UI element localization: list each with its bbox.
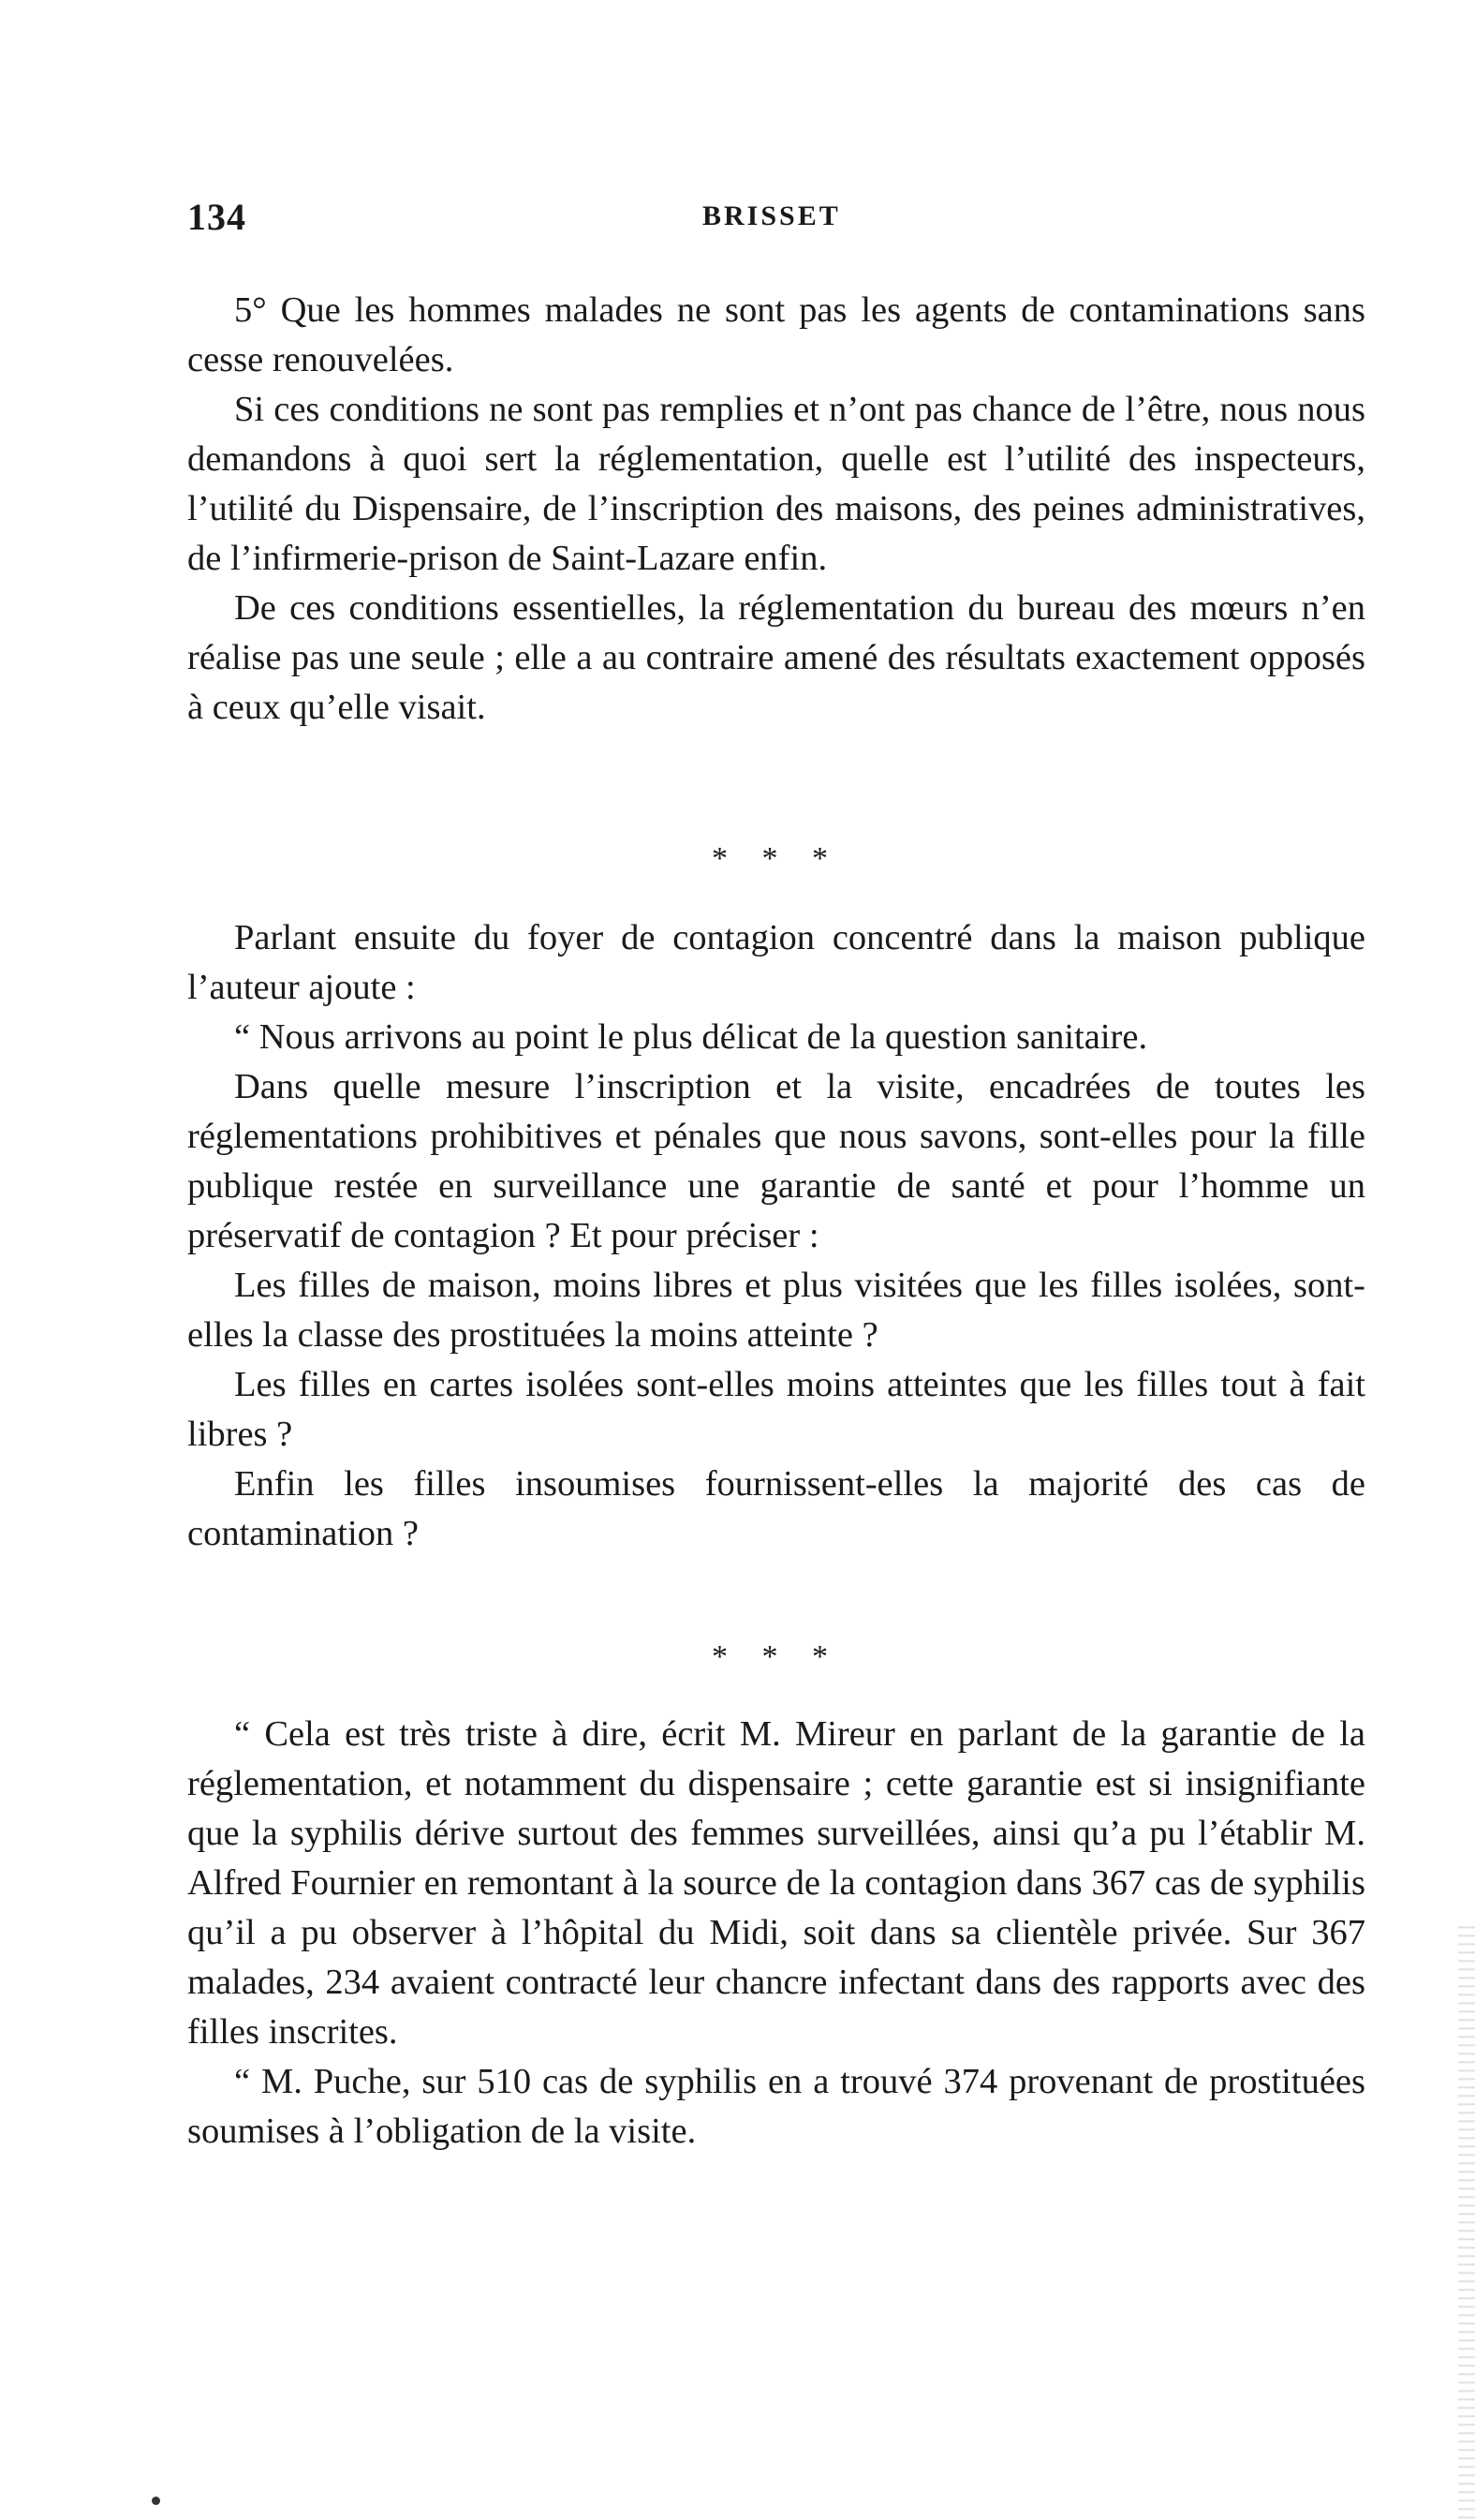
paragraph: Enfin les filles insoumises fournissent-elles la majorité des cas de contamination ?	[187, 1464, 1365, 1553]
paragraph: “ Nous arrivons au point le plus délicat de la question sanitaire.	[234, 1017, 1148, 1057]
paragraph: 5° Que les hommes malades ne sont pas les agents de contaminations sans cesse renouvelées.	[187, 290, 1365, 379]
section-maison-publique	[187, 913, 1365, 1559]
paragraph: Les filles de maison, moins libres et plus visitées que les filles isolées, sont-elles la classe des prostituées la moins atteinte ?	[187, 1266, 1365, 1355]
paragraph: “ Cela est très triste à dire, écrit M. Mireur en parlant de la garantie de la réglementation, et notamment du dispensaire ; cette garantie est si insignifiante que la syphilis dérive surtout des femmes surveillées, ainsi qu’a pu l’établir M. Alfred Fournier en remontant à la source de la contagion dans 367 cas de syphilis qu’il a pu observer à l’hôpital du Midi, soit dans sa clientèle privée. Sur 367 malades, 234 avaient contracté leur chancre infectant dans des rapports avec des filles inscrites.	[187, 1714, 1365, 2052]
section-conditions	[187, 286, 1365, 733]
section-separator: * * *	[712, 1639, 841, 1674]
paragraph: Dans quelle mesure l’inscription et la visite, encadrées de toutes les réglementations prohibitives et pénales que nous savons, sont-elles pour la fille publique restée en surveillance une garantie de santé et pour l’homme un préservatif de contagion ? Et pour préciser :	[187, 1067, 1365, 1255]
page-number: 134	[187, 196, 246, 238]
page-header	[187, 195, 1367, 242]
paragraph: Si ces conditions ne sont pas remplies et n’ont pas chance de l’être, nous nous demandons à quoi sert la réglementation, quelle est l’utilité des inspecteurs, l’utilité du Dispensaire, de l’inscription des maisons, des peines administratives, de l’infirmerie-prison de Saint-Lazare enfin.	[187, 390, 1365, 578]
scan-speck	[152, 2497, 160, 2505]
paragraph: Parlant ensuite du foyer de contagion concentré dans la maison publique l’auteur ajoute :	[187, 918, 1365, 1007]
running-head: BRISSET	[702, 200, 841, 231]
section-separator: * * *	[712, 841, 841, 876]
paragraph: “ M. Puche, sur 510 cas de syphilis en a trouvé 374 provenant de prostituées soumises à l’obligation de la visite.	[187, 2062, 1365, 2151]
section-syphilis-statistics	[187, 1710, 1365, 2157]
paragraph: De ces conditions essentielles, la réglementation du bureau des mœurs n’en réalise pas une seule ; elle a au contraire amené des résultats exactement opposés à ceux qu’elle visait.	[187, 588, 1365, 727]
paragraph: Les filles en cartes isolées sont-elles moins atteintes que les filles tout à fait libres ?	[187, 1365, 1365, 1454]
scan-edge-shadow	[1458, 1920, 1475, 2520]
